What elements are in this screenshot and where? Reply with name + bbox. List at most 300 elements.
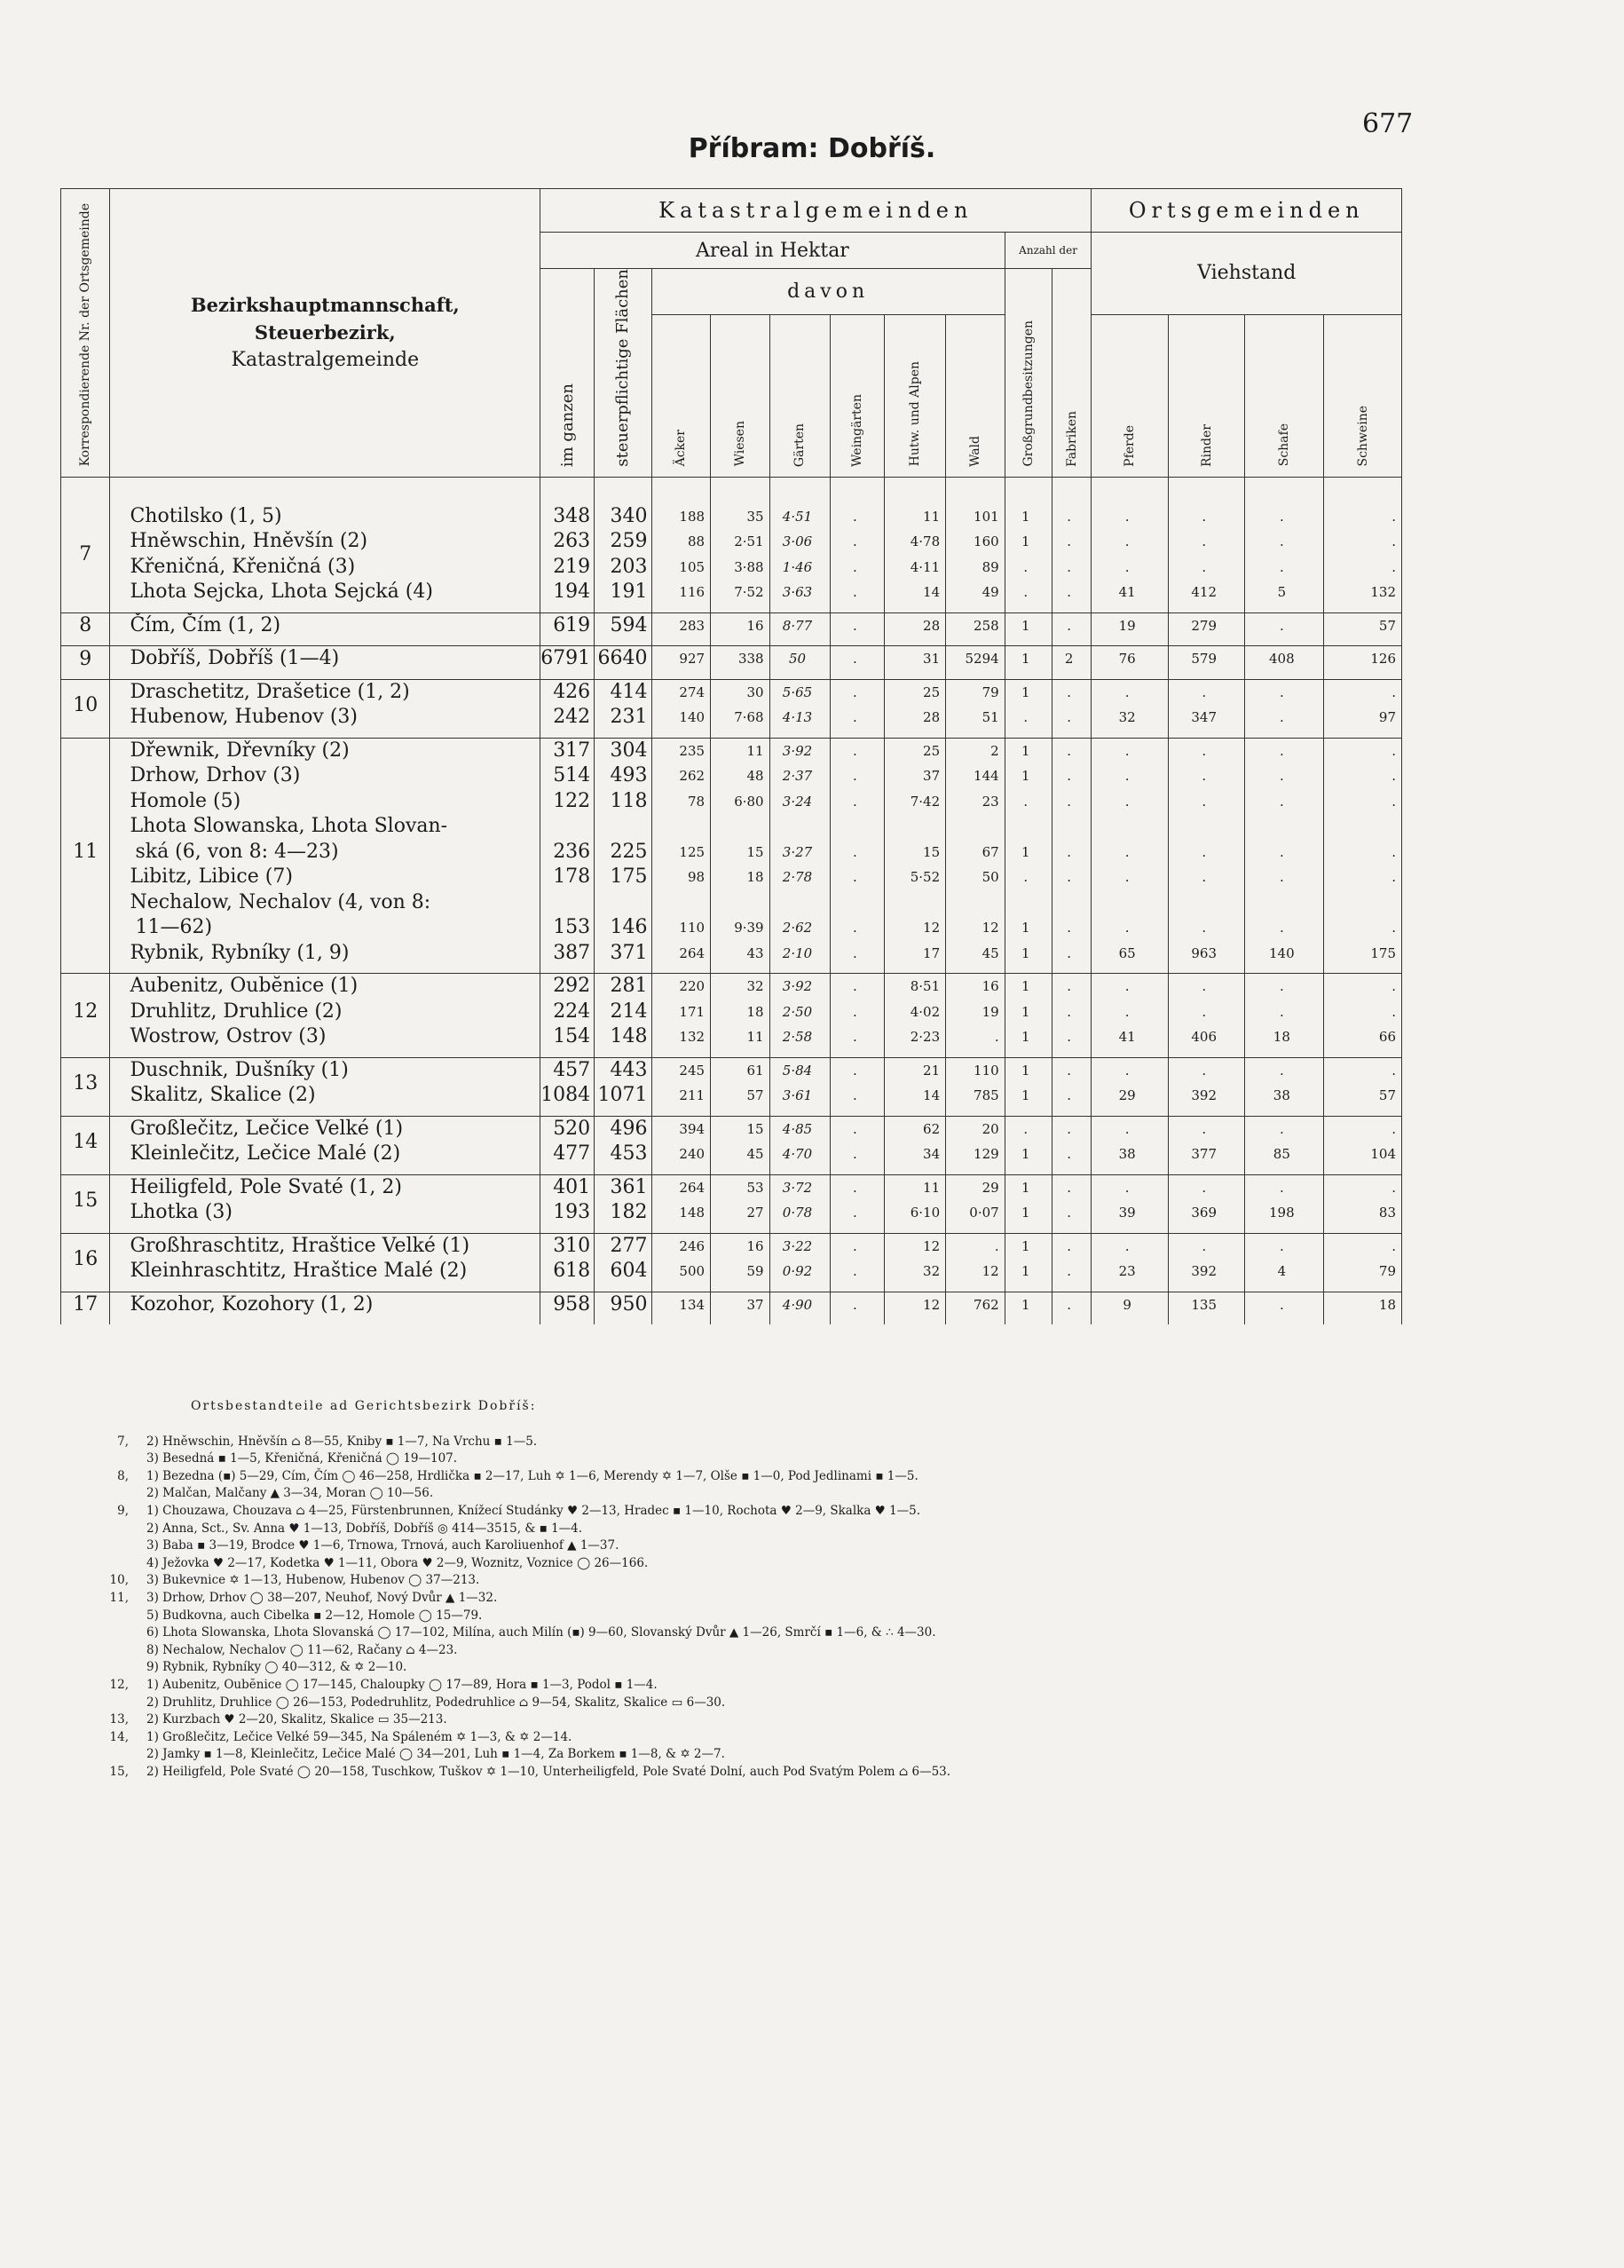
- acker-value: 220: [679, 978, 706, 995]
- gaerten-value: 2·62: [782, 920, 813, 936]
- gross-value: 1: [1021, 944, 1030, 961]
- acker-value: 125: [679, 843, 706, 860]
- katastral-name: Aubenitz, Oubĕnice (1): [130, 975, 359, 998]
- wein-value: .: [852, 920, 857, 936]
- schafe-value: .: [1279, 617, 1284, 634]
- pferde-value: .: [1124, 920, 1130, 936]
- schafe-value: .: [1279, 1179, 1284, 1196]
- wein-value: .: [852, 1146, 857, 1163]
- acker-cell: [651, 646, 711, 672]
- gross-cell: [1005, 974, 1052, 1050]
- footnote-text: 3) Besedná ▪ 1—5, Křeničná, Křeničná ◯ 19—107.: [146, 1451, 458, 1466]
- group-row: [61, 504, 1402, 605]
- schweine-value: .: [1391, 508, 1396, 525]
- schweine-value: .: [1391, 843, 1396, 860]
- rinder-value: .: [1202, 843, 1207, 860]
- schafe-value: .: [1279, 920, 1284, 936]
- rinder-value: 412: [1191, 584, 1218, 601]
- schweine-value: .: [1391, 684, 1396, 700]
- rinder-cell: [1168, 679, 1245, 731]
- footnote-line: [84, 1642, 1371, 1660]
- hutw-cell: [885, 1116, 946, 1167]
- wald-value: 67: [981, 843, 999, 860]
- gross-value: 1: [1021, 1087, 1030, 1104]
- katastral-name: Chotilsko (1, 5): [130, 504, 282, 527]
- wiesen-cell: [711, 1057, 770, 1109]
- ganz-value: 310: [553, 1234, 591, 1257]
- katastral-name: Křeničná, Křeničná (3): [130, 555, 356, 578]
- footnote-text: 2) Jamky ▪ 1—8, Kleinlečitz, Lečice Malé ◯ 34—201, Luh ▪ 1—4, Za Borkem ▪ 1—8, & ✡ 2—7.: [146, 1747, 725, 1762]
- fabr-value: .: [1067, 533, 1072, 550]
- schafe-value: .: [1279, 742, 1284, 759]
- acker-value: 264: [679, 1179, 706, 1196]
- areal-header: Areal in Hektar: [540, 233, 1005, 269]
- group-nr: 15: [61, 1174, 110, 1226]
- wein-value: .: [852, 1003, 857, 1020]
- schweine-cell: [1324, 738, 1402, 966]
- footnote-text: 2) Kurzbach ♥ 2—20, Skalitz, Skalice ▭ 35—213.: [146, 1712, 447, 1727]
- wein-value: .: [852, 533, 857, 550]
- schweine-cell: [1324, 1116, 1402, 1167]
- katastral-names: [110, 612, 540, 638]
- acker-cell: [651, 1233, 711, 1284]
- steuer-value: 371: [610, 941, 648, 964]
- schweine-value: .: [1391, 1120, 1396, 1137]
- schweine-value: .: [1391, 978, 1396, 995]
- footnote-group: [84, 1555, 146, 1573]
- hutw-value: 34: [923, 1146, 941, 1163]
- schafe-value: 140: [1269, 944, 1295, 961]
- pferde-value: 39: [1118, 1205, 1136, 1221]
- wald-value: 785: [974, 1087, 999, 1104]
- hutw-value: 15: [923, 843, 941, 860]
- schweine-value: 175: [1370, 944, 1396, 961]
- schafe-value: 4: [1277, 1263, 1287, 1280]
- footnote-text: 2) Malčan, Malčany ▲ 3—34, Moran ◯ 10—56.: [146, 1486, 434, 1501]
- wein-value: .: [852, 584, 857, 601]
- schafe-value: .: [1279, 1120, 1284, 1137]
- group-nr: 12: [61, 974, 110, 1050]
- gross-value: 1: [1021, 1146, 1030, 1163]
- footnote-line: [84, 1450, 1371, 1468]
- pferde-value: 41: [1118, 1029, 1136, 1046]
- wein-value: .: [852, 1179, 857, 1196]
- anzahl-header: Anzahl der: [1005, 233, 1092, 269]
- gaerten-value: 2·50: [782, 1003, 813, 1020]
- wiesen-value: 53: [746, 1179, 764, 1196]
- wein-value: .: [852, 978, 857, 995]
- steuer-cell: [595, 1057, 651, 1109]
- gross-value: .: [1023, 709, 1029, 726]
- fabr-cell: [1052, 1292, 1092, 1317]
- footnote-text: 3) Bukevnice ✡ 1—13, Hubenow, Hubenov ◯ 37—213.: [146, 1573, 480, 1588]
- footnote-line: [84, 1555, 1371, 1573]
- rinder-cell: [1168, 612, 1245, 638]
- footnotes-title: Ortsbestandteile ad Gerichtsbezirk Dobříš:: [191, 1399, 537, 1413]
- ganz-cell: [540, 646, 595, 672]
- schafe-cell: [1245, 974, 1324, 1050]
- page-number: 677: [1362, 108, 1414, 139]
- wein-value: .: [852, 1296, 857, 1313]
- footnote-text: 4) Ježovka ♥ 2—17, Kodetka ♥ 1—11, Obora ♥ 2—9, Woznitz, Voznice ◯ 26—166.: [146, 1555, 649, 1570]
- pferde-value: .: [1124, 1179, 1130, 1196]
- rinder-value: .: [1202, 1120, 1207, 1137]
- gaerten-value: 3·27: [782, 843, 813, 860]
- acker-value: 78: [687, 793, 706, 810]
- rinder-cell: [1168, 646, 1245, 672]
- katastral-name: Dobříš, Dobříš (1—4): [130, 647, 340, 670]
- wald-cell: [946, 504, 1005, 605]
- acker-header: Äcker: [651, 314, 711, 477]
- wein-value: .: [852, 1029, 857, 1046]
- wald-value: 79: [981, 684, 999, 700]
- wein-cell: [831, 974, 885, 1050]
- katastral-names: [110, 1057, 540, 1109]
- wein-cell: [831, 1292, 885, 1317]
- gross-value: 1: [1021, 508, 1030, 525]
- pferde-cell: [1092, 1292, 1169, 1317]
- group-row: [61, 1174, 1402, 1226]
- schweine-value: .: [1391, 1179, 1396, 1196]
- wein-value: .: [852, 1062, 857, 1079]
- fabr-value: .: [1067, 1087, 1072, 1104]
- acker-value: 110: [679, 920, 706, 936]
- wald-value: 101: [974, 508, 999, 525]
- hutw-cell: [885, 738, 946, 966]
- katastral-name: Nechalow, Nechalov (4, von 8:: [130, 890, 431, 913]
- wiesen-value: 59: [746, 1263, 764, 1280]
- steuer-value: 6640: [597, 647, 648, 670]
- hutw-value: 12: [923, 1237, 941, 1254]
- wein-value: .: [852, 843, 857, 860]
- gaerten-header: Gärten: [769, 314, 831, 477]
- pferde-value: .: [1124, 843, 1130, 860]
- schweine-value: 18: [1378, 1296, 1396, 1313]
- rinder-value: 579: [1191, 651, 1218, 668]
- pferde-value: 32: [1118, 709, 1136, 726]
- schafe-value: 85: [1273, 1146, 1290, 1163]
- steuer-value: 259: [610, 530, 648, 553]
- ganz-value: 520: [553, 1117, 591, 1140]
- gross-value: 1: [1021, 1296, 1030, 1313]
- pferde-cell: [1092, 679, 1169, 731]
- pferde-cell: [1092, 974, 1169, 1050]
- fabr-cell: [1052, 1174, 1092, 1226]
- pferde-value: 23: [1118, 1263, 1136, 1280]
- katastral-name: Großlečitz, Lečice Velké (1): [130, 1117, 404, 1140]
- acker-cell: [651, 1116, 711, 1167]
- pferde-value: .: [1124, 742, 1130, 759]
- wiesen-cell: [711, 504, 770, 605]
- hutw-header: Hutw. und Alpen: [885, 314, 946, 477]
- group-row: [61, 646, 1402, 672]
- fabr-cell: [1052, 1057, 1092, 1109]
- fabr-value: .: [1067, 920, 1072, 936]
- footnote-text: 1) Bezedna (▪) 5—29, Cím, Čím ◯ 46—258, Hrdlička ▪ 2—17, Luh ✡ 1—6, Merendy ✡ 1—7, Olše ▪ 1—0, Pod Jedlinami ▪ 1—5.: [146, 1468, 918, 1483]
- footnote-text: 2) Anna, Sct., Sv. Anna ♥ 1—13, Dobříš, Dobříš ◎ 414—3515, & ▪ 1—4.: [146, 1521, 583, 1536]
- schafe-value: .: [1279, 709, 1284, 726]
- pferde-value: .: [1124, 793, 1130, 810]
- fabr-value: .: [1067, 709, 1072, 726]
- schweine-value: .: [1391, 1237, 1396, 1254]
- wald-cell: [946, 679, 1005, 731]
- steuer-cell: [595, 1292, 651, 1317]
- acker-value: 262: [679, 768, 706, 785]
- wald-value: 0·07: [969, 1205, 999, 1221]
- wein-cell: [831, 1057, 885, 1109]
- wein-cell: [831, 612, 885, 638]
- bezirk-header: Bezirkshauptmannschaft, Steuerbezirk, Katastralgemeinde: [110, 189, 540, 478]
- gaerten-value: 5·65: [782, 684, 813, 700]
- steuer-value: 414: [610, 680, 648, 703]
- steuer-value: 175: [610, 865, 648, 889]
- wald-value: 12: [981, 920, 999, 936]
- ganz-value: 348: [553, 504, 591, 527]
- rinder-value: 392: [1191, 1263, 1218, 1280]
- gaerten-cell: [769, 1292, 831, 1317]
- footnote-line: [84, 1572, 1371, 1590]
- fabr-value: 2: [1064, 651, 1074, 668]
- rinder-value: .: [1202, 684, 1207, 700]
- fabr-value: .: [1067, 793, 1072, 810]
- schweine-value: 126: [1370, 651, 1396, 668]
- katastral-name: Lhota Sejcka, Lhota Sejcká (4): [130, 581, 433, 604]
- schafe-value: 38: [1273, 1087, 1290, 1104]
- gaerten-value: 4·90: [782, 1296, 813, 1313]
- fabr-value: .: [1067, 1205, 1072, 1221]
- group-row: [61, 1057, 1402, 1109]
- viehstand-header: Viehstand: [1092, 233, 1402, 315]
- wald-value: 160: [974, 533, 999, 550]
- acker-cell: [651, 1057, 711, 1109]
- wald-cell: [946, 612, 1005, 638]
- footnote-group: 14,: [109, 1729, 129, 1744]
- wiesen-header: Wiesen: [711, 314, 770, 477]
- schafe-value: .: [1279, 978, 1284, 995]
- gross-value: .: [1023, 793, 1029, 810]
- gaerten-cell: [769, 1233, 831, 1284]
- katastral-name: Kozohor, Kozohory (1, 2): [130, 1292, 374, 1316]
- wiesen-value: 3·88: [734, 558, 764, 575]
- hutw-value: 4·78: [910, 533, 941, 550]
- wald-header: Wald: [946, 314, 1005, 477]
- pferde-value: .: [1124, 978, 1130, 995]
- rinder-header: Rinder: [1168, 314, 1245, 477]
- wein-value: .: [852, 709, 857, 726]
- schweine-value: .: [1391, 869, 1396, 886]
- fabr-value: .: [1067, 1296, 1072, 1313]
- rinder-cell: [1168, 974, 1245, 1050]
- schweine-cell: [1324, 612, 1402, 638]
- schafe-value: .: [1279, 1237, 1284, 1254]
- gaerten-value: 3·24: [782, 793, 813, 810]
- schafe-cell: [1245, 1233, 1324, 1284]
- gaerten-value: 2·58: [782, 1029, 813, 1046]
- hutw-cell: [885, 679, 946, 731]
- hutw-value: 28: [923, 709, 941, 726]
- wiesen-value: 7·68: [734, 709, 764, 726]
- gross-cell: [1005, 504, 1052, 605]
- rinder-value: 369: [1191, 1205, 1218, 1221]
- acker-cell: [651, 974, 711, 1050]
- wiesen-cell: [711, 612, 770, 638]
- wein-value: .: [852, 508, 857, 525]
- pferde-cell: [1092, 504, 1169, 605]
- steuer-cell: [595, 974, 651, 1050]
- wiesen-value: 16: [746, 617, 764, 634]
- footnote-line: [84, 1434, 1371, 1451]
- pferde-value: 65: [1118, 944, 1136, 961]
- group-row: [61, 1292, 1402, 1317]
- schafe-value: .: [1279, 843, 1284, 860]
- pferde-value: 29: [1118, 1087, 1136, 1104]
- fabr-value: .: [1067, 1263, 1072, 1280]
- footnote-text: 9) Rybnik, Rybníky ◯ 40—312, & ✡ 2—10.: [146, 1660, 407, 1675]
- ganz-value: 1084: [540, 1084, 591, 1107]
- pferde-cell: [1092, 1233, 1169, 1284]
- footnote-group: [84, 1450, 146, 1468]
- footnotes-list: [84, 1434, 1371, 1782]
- wein-value: .: [852, 944, 857, 961]
- rinder-value: 347: [1191, 709, 1218, 726]
- wald-value: 129: [974, 1146, 999, 1163]
- schafe-cell: [1245, 646, 1324, 672]
- katastral-name: Rybnik, Rybníky (1, 9): [130, 941, 350, 964]
- rinder-cell: [1168, 1057, 1245, 1109]
- wein-value: .: [852, 617, 857, 634]
- footnote-line: [84, 1624, 1371, 1642]
- fabr-value: .: [1067, 508, 1072, 525]
- wein-value: .: [852, 558, 857, 575]
- pferde-cell: [1092, 1174, 1169, 1226]
- pferde-value: .: [1124, 533, 1130, 550]
- pferde-value: 38: [1118, 1146, 1136, 1163]
- schafe-value: 5: [1277, 584, 1287, 601]
- fabr-value: .: [1067, 584, 1072, 601]
- ganz-value: 194: [553, 581, 591, 604]
- hutw-cell: [885, 974, 946, 1050]
- footnote-text: 5) Budkovna, auch Cibelka ▪ 2—12, Homole ◯ 15—79.: [146, 1608, 483, 1623]
- gaerten-cell: [769, 1174, 831, 1226]
- hutw-value: 25: [923, 684, 941, 700]
- steuer-value: 277: [610, 1234, 648, 1257]
- schweine-cell: [1324, 679, 1402, 731]
- steuer-value: 340: [610, 504, 648, 527]
- schafe-cell: [1245, 679, 1324, 731]
- wein-header: Weingärten: [831, 314, 885, 477]
- steuer-value: 950: [610, 1292, 648, 1316]
- gaerten-value: 4·13: [782, 709, 813, 726]
- katastral-names: [110, 504, 540, 605]
- hutw-value: 12: [923, 1296, 941, 1313]
- acker-value: 171: [679, 1003, 706, 1020]
- acker-value: 148: [679, 1205, 706, 1221]
- hutw-value: 2·23: [910, 1029, 941, 1046]
- wald-value: 51: [981, 709, 999, 726]
- steuer-value: 225: [610, 840, 648, 863]
- fabr-cell: [1052, 646, 1092, 672]
- wein-cell: [831, 1233, 885, 1284]
- ganz-cell: [540, 679, 595, 731]
- katastral-name-cont: ská (6, von 8: 4—23): [135, 840, 339, 863]
- orts-group-header: Ortsgemeinden: [1092, 189, 1402, 233]
- schweine-cell: [1324, 1292, 1402, 1317]
- ganz-cell: [540, 504, 595, 605]
- rinder-cell: [1168, 738, 1245, 966]
- gaerten-cell: [769, 738, 831, 966]
- katastral-name: Kleinlečitz, Lečice Malé (2): [130, 1142, 401, 1166]
- fabr-cell: [1052, 504, 1092, 605]
- fabr-value: .: [1067, 1003, 1072, 1020]
- gaerten-value: 4·51: [782, 508, 813, 525]
- acker-value: 274: [679, 684, 706, 700]
- gross-value: 1: [1021, 1029, 1030, 1046]
- acker-value: 98: [687, 869, 706, 886]
- katastral-name: Homole (5): [130, 789, 241, 812]
- pferde-cell: [1092, 1057, 1169, 1109]
- katastral-names: [110, 1292, 540, 1317]
- steuer-cell: [595, 738, 651, 966]
- footnote-text: 3) Baba ▪ 3—19, Brodce ♥ 1—6, Trnowa, Trnová, auch Karoliuenhof ▲ 1—37.: [146, 1538, 619, 1553]
- wald-value: 2: [990, 742, 999, 759]
- gross-value: 1: [1021, 742, 1030, 759]
- wein-value: .: [852, 768, 857, 785]
- gaerten-value: 3·72: [782, 1179, 813, 1196]
- katastral-names: [110, 738, 540, 966]
- group-nr: 7: [61, 504, 110, 605]
- rinder-value: .: [1202, 1237, 1207, 1254]
- gross-cell: [1005, 1057, 1052, 1109]
- wein-cell: [831, 504, 885, 605]
- wald-value: 50: [981, 869, 999, 886]
- footnote-group: [84, 1695, 146, 1712]
- fabr-value: .: [1067, 1029, 1072, 1046]
- hutw-value: 17: [923, 944, 941, 961]
- pferde-value: 19: [1118, 617, 1136, 634]
- acker-value: 116: [679, 584, 706, 601]
- schweine-value: 83: [1378, 1205, 1396, 1221]
- hutw-value: 5·52: [910, 869, 941, 886]
- pferde-cell: [1092, 738, 1169, 966]
- steuer-cell: [595, 1174, 651, 1226]
- ganz-cell: [540, 1057, 595, 1109]
- schweine-value: .: [1391, 558, 1396, 575]
- rinder-cell: [1168, 1116, 1245, 1167]
- ganz-cell: [540, 1116, 595, 1167]
- group-row: [61, 1233, 1402, 1284]
- wald-value: 110: [974, 1062, 999, 1079]
- katastral-name: Wostrow, Ostrov (3): [130, 1025, 327, 1048]
- wald-value: 45: [981, 944, 999, 961]
- gaerten-value: 2·37: [782, 768, 813, 785]
- gross-value: 1: [1021, 617, 1030, 634]
- katastral-name: Kleinhraschtitz, Hraštice Malé (2): [130, 1260, 468, 1283]
- acker-value: 211: [679, 1087, 706, 1104]
- pferde-value: .: [1124, 1120, 1130, 1137]
- gross-value: 1: [1021, 1205, 1030, 1221]
- schweine-value: 57: [1378, 617, 1396, 634]
- gross-value: 1: [1021, 920, 1030, 936]
- schweine-value: 66: [1378, 1029, 1396, 1046]
- footnote-group: 15,: [109, 1764, 129, 1779]
- schweine-value: .: [1391, 793, 1396, 810]
- rinder-value: 406: [1191, 1029, 1218, 1046]
- schweine-value: .: [1391, 533, 1396, 550]
- steuer-value: 146: [610, 916, 648, 939]
- fabr-value: .: [1067, 869, 1072, 886]
- ganz-value: 178: [553, 865, 591, 889]
- gross-cell: [1005, 646, 1052, 672]
